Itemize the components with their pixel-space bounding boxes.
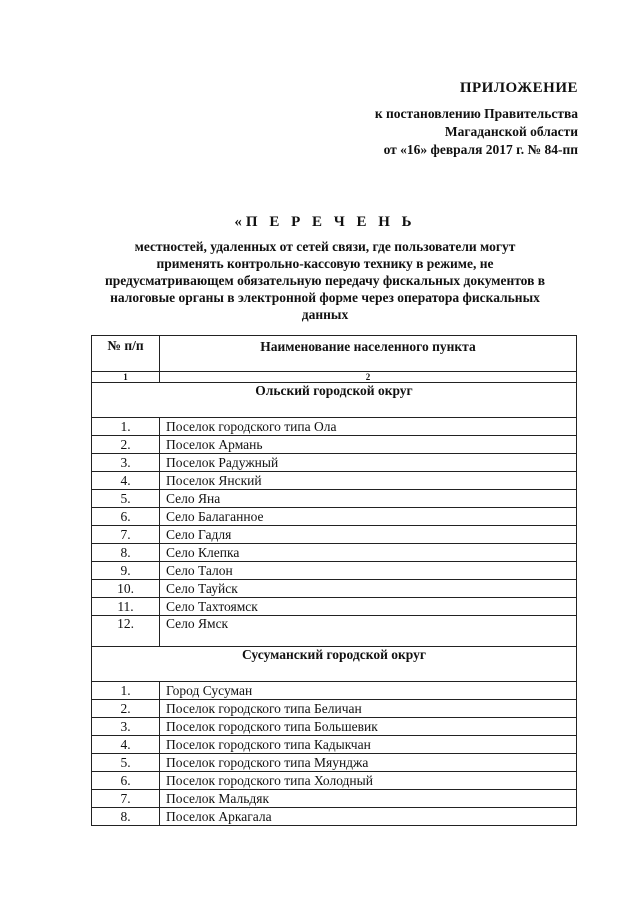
settlement-name: Поселок Мальдяк (160, 790, 577, 808)
settlement-name: Поселок городского типа Беличан (160, 700, 577, 718)
table-row (92, 418, 577, 436)
column-index: 2 (160, 372, 577, 383)
row-number: 1. (92, 418, 160, 436)
table-row (92, 598, 577, 616)
row-number: 11. (92, 598, 160, 616)
settlement-name: Село Гадля (160, 526, 577, 544)
row-number: 2. (92, 700, 160, 718)
places-table (91, 335, 577, 826)
row-number: 10. (92, 580, 160, 598)
settlement-name: Поселок городского типа Большевик (160, 718, 577, 736)
settlement-name: Село Тахтоямск (160, 598, 577, 616)
settlement-name: Село Ямск (160, 616, 577, 647)
settlement-name: Поселок Армань (160, 436, 577, 454)
district-row (92, 647, 577, 682)
table-row (92, 736, 577, 754)
table-row (92, 562, 577, 580)
district-row (92, 383, 577, 418)
appendix-line: к постановлению Правительства (374, 106, 578, 121)
table-row (92, 454, 577, 472)
table-header-row (92, 336, 577, 372)
table-row (92, 772, 577, 790)
settlement-name: Поселок городского типа Кадыкчан (160, 736, 577, 754)
settlement-name: Село Тауйск (160, 580, 577, 598)
row-number: 7. (92, 790, 160, 808)
row-number: 9. (92, 562, 160, 580)
header-num: № п/п (92, 336, 160, 372)
row-number: 8. (92, 544, 160, 562)
settlement-name: Город Сусуман (160, 682, 577, 700)
appendix-title: ПРИЛОЖЕНИЕ (459, 80, 578, 96)
table-row (92, 718, 577, 736)
settlement-name: Село Балаганное (160, 508, 577, 526)
district-name: Сусуманский городской округ (92, 647, 577, 682)
table-row (92, 790, 577, 808)
row-number: 1. (92, 682, 160, 700)
table-row (92, 544, 577, 562)
settlement-name: Село Яна (160, 490, 577, 508)
row-number: 12. (92, 616, 160, 647)
district-name: Ольский городской округ (92, 383, 577, 418)
list-description: местностей, удаленных от сетей связи, где пользователи могут применять контрольно-кассовую технику в режиме, не предусматривающем обязательную передачу фискальных документов в налоговые органы в электронной форме через оператора фискальных данных (104, 239, 546, 322)
table-row (92, 580, 577, 598)
table-row (92, 490, 577, 508)
row-number: 2. (92, 436, 160, 454)
table-row (92, 700, 577, 718)
table-row (92, 808, 577, 826)
row-number: 3. (92, 718, 160, 736)
column-index: 1 (92, 372, 160, 383)
table-row (92, 754, 577, 772)
settlement-name: Поселок Радужный (160, 454, 577, 472)
settlement-name: Поселок Аркагала (160, 808, 577, 826)
table-row (92, 472, 577, 490)
row-number: 4. (92, 736, 160, 754)
row-number: 6. (92, 772, 160, 790)
row-number: 4. (92, 472, 160, 490)
settlement-name: Село Клепка (160, 544, 577, 562)
table-row (92, 436, 577, 454)
row-number: 5. (92, 490, 160, 508)
table-row (92, 616, 577, 647)
settlement-name: Поселок городского типа Мяунджа (160, 754, 577, 772)
appendix-line: Магаданской области (444, 124, 578, 139)
settlement-name: Село Талон (160, 562, 577, 580)
settlement-name: Поселок городского типа Холодный (160, 772, 577, 790)
row-number: 3. (92, 454, 160, 472)
settlement-name: Поселок городского типа Ола (160, 418, 577, 436)
appendix-line: от «16» февраля 2017 г. № 84-пп (383, 142, 578, 157)
table-row (92, 526, 577, 544)
column-index-row (92, 372, 577, 383)
list-title: «П Е Р Е Ч Е Н Ь (234, 214, 416, 230)
header-name: Наименование населенного пункта (160, 336, 577, 372)
table-row (92, 682, 577, 700)
table-row (92, 508, 577, 526)
settlement-name: Поселок Янский (160, 472, 577, 490)
row-number: 5. (92, 754, 160, 772)
row-number: 7. (92, 526, 160, 544)
appendix-block (278, 80, 578, 159)
places-table-body (92, 336, 577, 826)
row-number: 8. (92, 808, 160, 826)
row-number: 6. (92, 508, 160, 526)
